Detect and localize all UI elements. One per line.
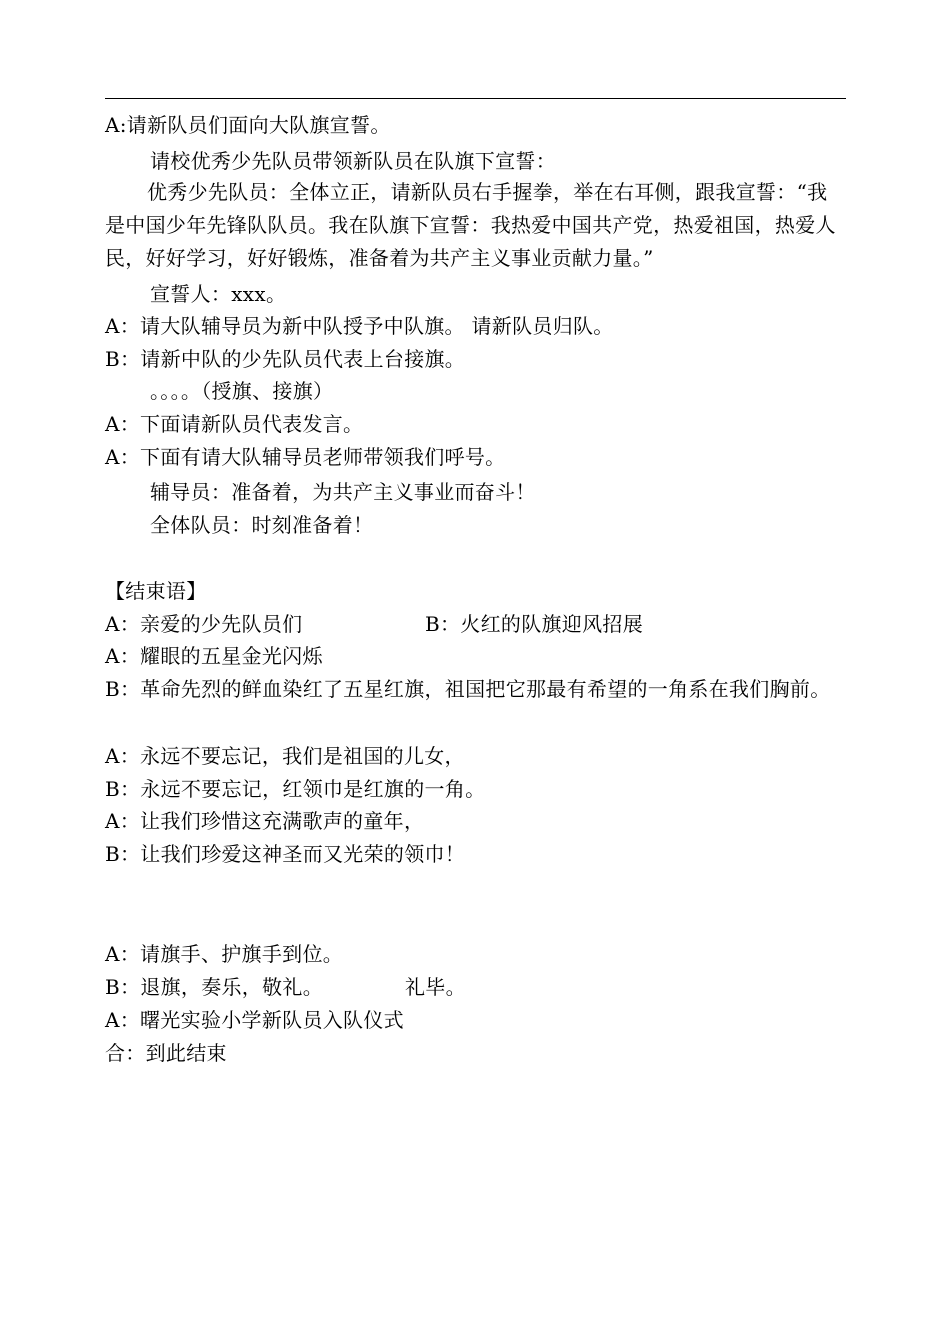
text-line: A：亲爱的少先队员们: [105, 612, 303, 636]
text-paragraph: 优秀少先队员：全体立正，请新队员右手握拳，举在右耳侧，跟我宣誓：“我是中国少年先锋队队员。我在队旗下宣誓：我热爱中国共产党，热爱祖国，热爱人民，好好学习，好好锻炼，准备着为共产主义事业贡献力量。”: [105, 180, 836, 270]
text-line: B：请新中队的少先队员代表上台接旗。: [105, 347, 466, 371]
text-line: A：永远不要忘记，我们是祖国的儿女，: [105, 744, 465, 768]
section-heading: 【结束语】: [105, 579, 207, 603]
text-line: A：耀眼的五星金光闪烁: [105, 644, 323, 668]
text-line: A:请新队员们面向大队旗宣誓。: [105, 113, 391, 137]
text-line: B：永远不要忘记，红领巾是红旗的一角。: [105, 777, 486, 801]
text-line: A：请旗手、护旗手到位。: [105, 942, 344, 966]
text-line: B：让我们珍爱这神圣而又光荣的领巾！: [105, 842, 466, 866]
text-line: A：让我们珍惜这充满歌声的童年，: [105, 809, 425, 833]
text-line: A：下面有请大队辅导员老师带领我们呼号。: [105, 445, 506, 469]
text-line: A：请大队辅导员为新中队授予中队旗。 请新队员归队。: [105, 314, 614, 338]
text-line: 合：到此结束: [105, 1041, 227, 1065]
text-line: 。。。。（授旗、接旗）: [150, 379, 334, 403]
text-paragraph: B：革命先烈的鲜血染红了五星红旗，祖国把它那最有希望的一角系在我们胸前。: [105, 677, 831, 701]
text-line: 请校优秀少先队员带领新队员在队旗下宣誓：: [150, 149, 556, 173]
header-rule: [105, 98, 846, 99]
text-line: B：火红的队旗迎风招展: [425, 612, 643, 636]
text-line: 全体队员：时刻准备着！: [150, 513, 374, 537]
text-line: 宣誓人：xxx。: [150, 282, 287, 306]
text-line: B：退旗，奏乐，敬礼。: [105, 975, 323, 999]
text-line: A：曙光实验小学新队员入队仪式: [105, 1008, 404, 1032]
text-line: 辅导员：准备着，为共产主义事业而奋斗！: [150, 480, 536, 504]
text-line: A：下面请新队员代表发言。: [105, 412, 364, 436]
text-line: 礼毕。: [405, 975, 466, 999]
